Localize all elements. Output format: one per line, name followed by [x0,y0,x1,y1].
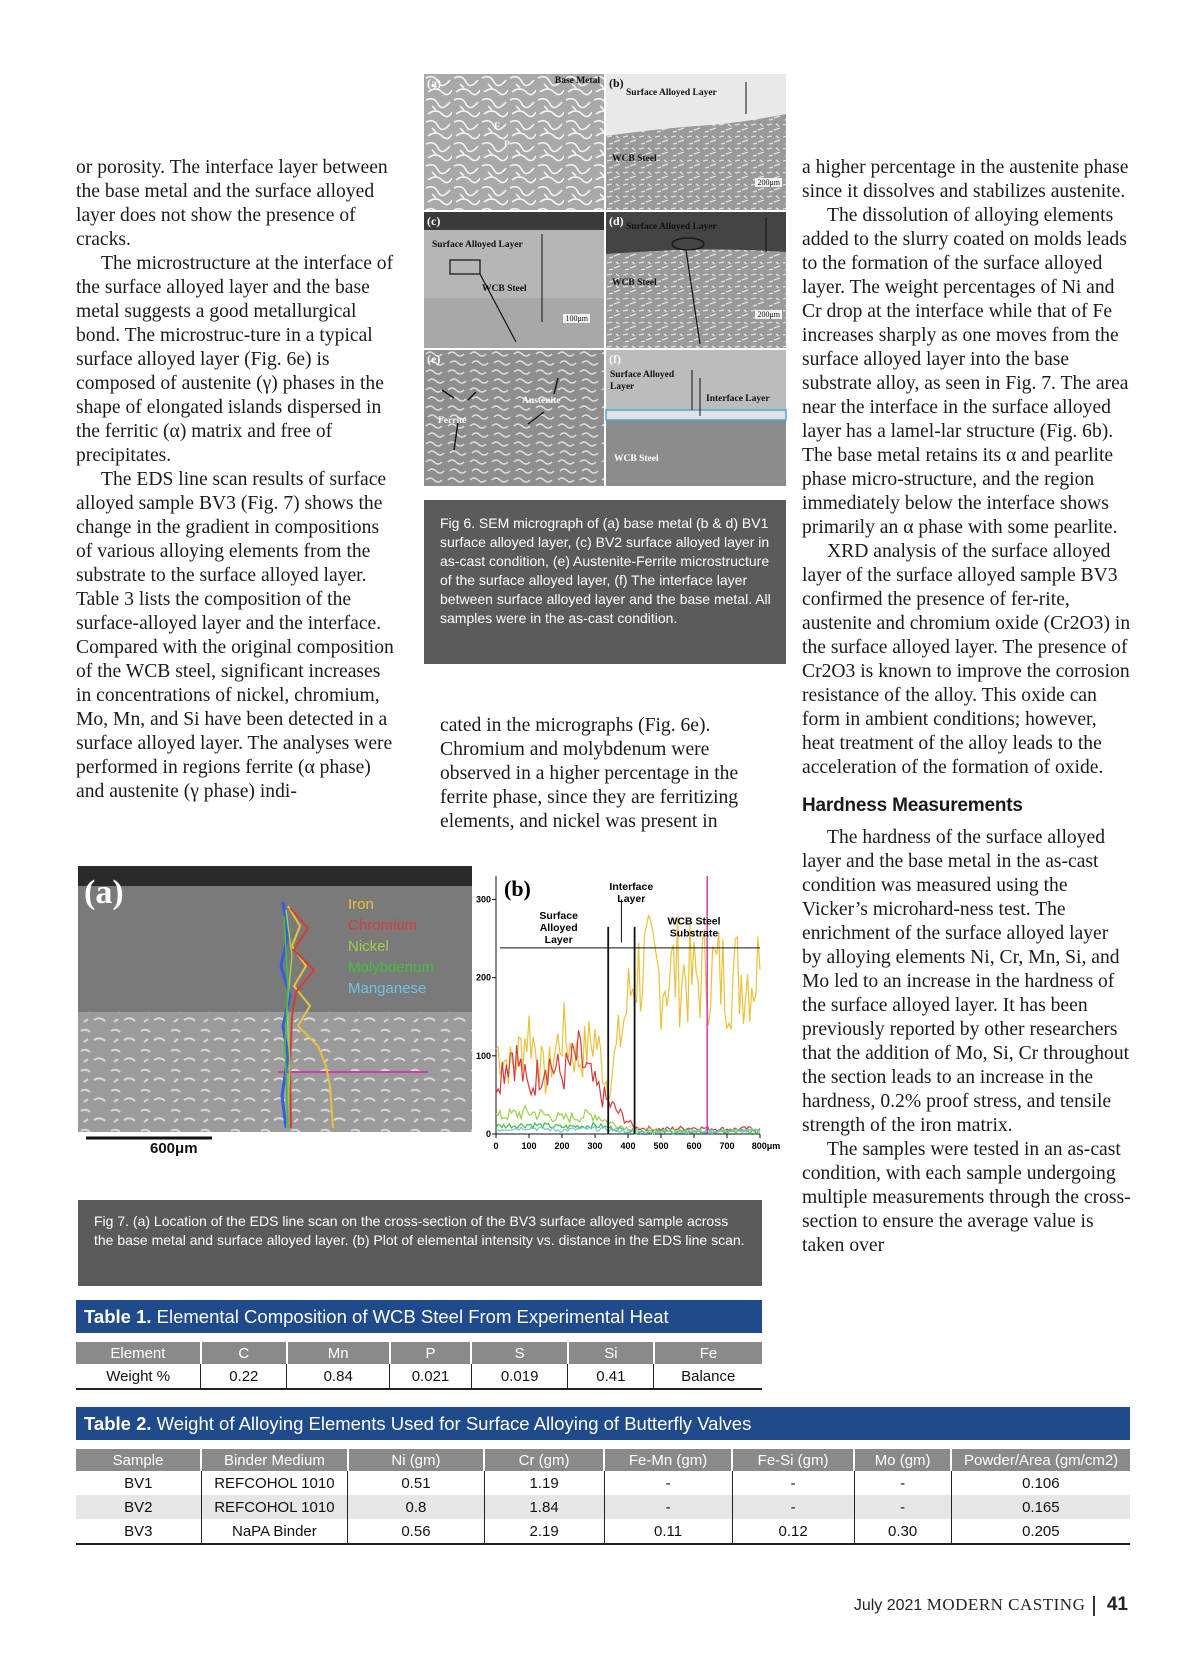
scale-bar: 100μm [565,314,588,323]
scale-bar: 200μm [757,178,780,187]
annotation-surface: Layer [544,934,573,946]
legend-item: Molybdenum [348,959,434,976]
panel-note: Ferrite [438,416,467,426]
figure-6-micrographs [424,74,786,494]
scale-bar-label: 600μm [150,1140,198,1157]
panel-label: (e) [427,352,441,366]
legend-item: Chromium [348,917,418,934]
panel-note: P [504,140,510,150]
x-tick-label: 400 [620,1141,636,1151]
table-cell: 0.56 [348,1519,484,1544]
table-cell: 2.19 [484,1519,604,1544]
panel-note: WCB Steel [612,278,657,288]
table-cell: 0.019 [471,1364,568,1389]
y-tick-label: 0 [485,1129,491,1139]
body-column-2 [440,714,770,834]
table-cell: 0.165 [951,1495,1130,1519]
issue-date: July 2021 [853,1597,923,1614]
page-number: 41 [1106,1594,1128,1615]
table-cell: - [604,1471,732,1495]
table-number: Table 2. [84,1413,152,1434]
figure-6-caption: Fig 6. SEM micrograph of (a) base metal (b & d) BV1 surface alloyed layer, (c) BV2 surface alloyed layer in as-cast condition, (e) Austenite-Ferrite microstructure of the surface alloyed layer, (f) The interface layer between surface alloyed layer and the base metal. All samples were in the as-cast condition. [424,500,786,664]
panel-label: (a) [84,874,124,911]
table-cell: NaPA Binder [201,1519,348,1544]
paragraph: The EDS line scan results of surface alloyed sample BV3 (Fig. 7) shows the change in the gradient in compositions of various alloying elements from the substrate to the surface alloyed layer. Table 3 lists the composition of the surface-alloyed layer and the interface. Compared with the original composition of the WCB steel, significant increases in concentrations of nickel, chromium, Mo, Mn, and Si have been detected in a surface alloyed layer. The analyses were performed in regions ferrite (α phase) and austenite (γ phase) indi- [76,469,394,802]
column-header: S [471,1342,568,1364]
table-1-title [76,1300,762,1333]
panel-note: Surface Alloyed Layer [626,222,717,232]
legend [348,894,434,999]
annotation-wcb: Substrate [669,927,719,940]
x-tick-label: 500 [653,1141,669,1151]
column-header: Si [568,1342,654,1364]
panel-note: Base Metal [554,76,600,86]
table-cell: REFCOHOL 1010 [201,1471,348,1495]
column-header: Fe [654,1342,762,1364]
micrograph-a [424,74,604,210]
table-cell: 1.19 [484,1471,604,1495]
table-cell: 0.205 [1022,1522,1060,1540]
table-2 [76,1449,1130,1545]
panel-label: (c) [427,214,441,228]
table-cell: 0.30 [854,1519,951,1544]
table-cell: 0.41 [568,1364,654,1389]
legend-item: Manganese [348,980,427,997]
table-cell: 0.22 [201,1364,287,1389]
column-header: Mn [287,1342,390,1364]
micrograph-c [424,212,604,348]
annotation-surface: Surface [539,910,578,922]
figure-7a-linescan-image [78,866,472,1158]
panel-note: WCB Steel [614,454,659,464]
table-cell: - [604,1495,732,1519]
table-cell: 0.51 [348,1471,484,1495]
table-2-title [76,1407,1130,1440]
paragraph: XRD analysis of the surface alloyed layer of the surface alloyed sample BV3 confirmed the presence of fer-rite, austenite and chromium oxide (Cr2O3) in the surface alloyed layer. The presence of Cr2O3 is known to improve the corrosion resistance of the alloy. This oxide can form in ambient conditions; however, heat treatment of the alloy leads to the acceleration of the formation of oxide. [802,541,1131,778]
table-cell: 0.021 [390,1364,472,1389]
column-header: Sample [76,1449,201,1471]
table-row [76,1471,1130,1495]
y-tick-label: 200 [475,972,491,983]
table-cell: Weight % [76,1364,201,1389]
panel-note: WCB Steel [612,154,657,164]
annotation-interface: Layer [617,893,646,905]
micrograph-f [606,350,786,486]
panel-note: F [494,122,500,132]
column-header: Powder/Area (gm/cm2) [951,1449,1130,1471]
column-header: C [201,1342,287,1364]
column-header: Binder Medium [201,1449,348,1471]
table-1 [76,1342,762,1390]
paragraph: The hardness of the surface alloyed layer and the base metal in the as-cast condition was measured using the Vicker’s microhard-ness test. The enrichment of the surface alloyed layer by alloying elements Ni, Cr, Mn, Si, and Mo led to an increase in the hardness of the surface alloyed layer. It has been previously reported by other researchers that the addition of Mo, Si, Cr throughout the section leads to an increase in the hardness, 0.2% proof stress, and tensile strength of the iron matrix. [802,827,1130,1136]
table-row [76,1364,762,1389]
x-tick-label: 300 [587,1141,603,1151]
column-header: Element [76,1342,201,1364]
paragraph: cated in the micrographs (Fig. 6e). Chromium and molybdenum were observed in a higher percentage in the ferrite phase, since they are ferritizing elements, and nickel was present in [440,715,739,832]
table-title-text: Elemental Composition of WCB Steel From Experimental Heat [156,1306,669,1327]
paragraph: or porosity. The interface layer between the base metal and the surface alloyed layer does not show the presence of cracks. [76,157,388,250]
micrograph-e [424,350,604,486]
table-cell: 0.11 [604,1519,732,1544]
table-cell: 0.12 [732,1519,854,1544]
table-header-row [76,1342,762,1364]
table-cell: REFCOHOL 1010 [201,1495,348,1519]
x-tick-label: 800μm [751,1141,781,1151]
table-cell: 0.8 [348,1495,484,1519]
paragraph: a higher percentage in the austenite phase since it dissolves and stabilizes austenite. [802,157,1129,202]
x-tick-label: 700 [719,1141,735,1151]
magazine-name: MODERN CASTING [926,1595,1086,1614]
annotation-surface: Alloyed [539,922,578,934]
figure-7-caption: Fig 7. (a) Location of the EDS line scan on the cross-section of the BV3 surface alloyed sample across the base metal and surface alloyed layer. (b) Plot of elemental intensity vs. distance in the EDS line scan. [78,1200,762,1286]
table-header-row [76,1449,1130,1471]
page-footer [854,1594,1128,1616]
table-row [76,1519,1130,1544]
panel-label: (b) [609,76,624,90]
x-tick-label: 200 [554,1141,570,1151]
table-cell: 0.106 [1022,1474,1060,1492]
table-number: Table 1. [84,1306,152,1327]
table-cell: 1.84 [484,1495,604,1519]
column-header: P [390,1342,472,1364]
panel-note: Surface Alloyed Layer [626,88,717,98]
column-header: Ni (gm) [348,1449,484,1471]
panel-label: (a) [427,76,441,90]
panel-note: Austenite [522,396,561,406]
table-cell: - [732,1471,854,1495]
chart-title: (b) [504,876,531,901]
table-cell: - [854,1471,951,1495]
table-cell: BV3 [76,1519,201,1544]
table-row [76,1495,1130,1519]
chart-svg [475,866,781,1172]
table-cell: - [732,1495,854,1519]
annotation-interface: Interface [609,881,654,893]
micrograph-b [606,74,786,210]
y-tick-label: 100 [475,1050,491,1061]
divider [1093,1596,1095,1616]
panel-note: Interface Layer [706,394,770,404]
panel-note: Surface Alloyed [610,370,675,380]
y-tick-label: 300 [475,894,491,905]
table-title-text: Weight of Alloying Elements Used for Surface Alloying of Butterfly Valves [156,1413,752,1434]
x-tick-label: 600 [686,1141,702,1151]
paragraph: The microstructure at the interface of the surface alloyed layer and the base metal suggests a good metallurgical bond. The microstruc-ture in a typical surface alloyed layer (Fig. 6e) is composed of austenite (γ) phases in the shape of elongated islands dispersed in the ferritic (α) matrix and free of precipitates. [76,253,394,466]
table-cell: Balance [681,1367,736,1385]
table-cell: BV1 [76,1471,201,1495]
figure-7b-chart [475,866,781,1172]
legend-item: Nickel [348,938,389,955]
annotation-wcb: WCB Steel [667,915,721,928]
micrograph-d [606,212,786,348]
paragraph: The dissolution of alloying elements added to the slurry coated on molds leads to the formation of the surface alloyed layer. The weight percentages of Ni and Cr drop at the interface while that of Fe increases sharply as one moves from the surface alloyed layer into the base substrate alloy, as seen in Fig. 7. The area near the interface in the surface alloyed layer has a lamel-lar structure (Fig. 6b). The base metal retains its α and pearlite phase micro-structure, and the region immediately below the interface shows primarily an α phase with some pearlite. [802,205,1129,538]
panel-note: Layer [610,382,635,392]
column-header: Fe-Si (gm) [732,1449,854,1471]
column-header: Mo (gm) [854,1449,951,1471]
table-cell: BV2 [76,1495,201,1519]
panel-label: (d) [609,214,624,228]
section-heading: Hardness Measurements [802,795,1023,816]
body-column-1 [76,156,396,804]
panel-note: WCB Steel [482,284,527,294]
body-column-3 [802,156,1132,1258]
paragraph: The samples were tested in an as-cast condition, with each sample undergoing multiple measurements through the cross-section to ensure the average value is taken over [802,1139,1131,1256]
table-cell: 0.84 [287,1364,390,1389]
scale-bar: 200μm [757,310,780,319]
x-tick-label: 0 [493,1141,499,1151]
column-header: Fe-Mn (gm) [604,1449,732,1471]
legend-item: Iron [348,896,374,913]
column-header: Cr (gm) [484,1449,604,1471]
table-cell: - [854,1495,951,1519]
panel-note: Surface Alloyed Layer [432,240,523,250]
panel-label: (f) [609,352,621,366]
x-tick-label: 100 [521,1141,537,1151]
